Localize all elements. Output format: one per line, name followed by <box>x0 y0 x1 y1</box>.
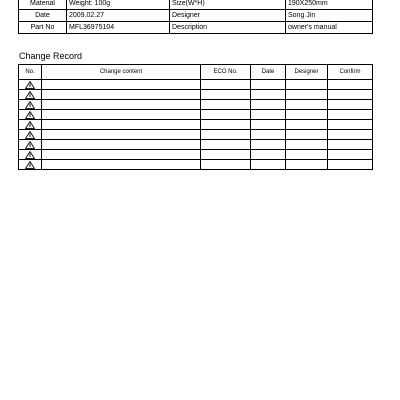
change-record-body <box>19 80 373 170</box>
description-value: owner's manual <box>286 22 373 34</box>
change-cell <box>251 150 286 160</box>
header-date: Date <box>251 65 286 80</box>
table-row <box>19 160 373 170</box>
material-label: Material <box>19 0 67 10</box>
table-row <box>19 150 373 160</box>
revision-number-cell <box>19 90 42 100</box>
change-cell <box>42 90 201 100</box>
change-record-table <box>18 64 373 170</box>
change-cell <box>42 130 201 140</box>
change-cell <box>286 140 328 150</box>
change-cell <box>201 100 251 110</box>
change-cell <box>201 160 251 170</box>
revision-number-cell <box>19 100 42 110</box>
change-cell <box>251 90 286 100</box>
table-row <box>19 130 373 140</box>
change-cell <box>286 130 328 140</box>
change-cell <box>328 110 373 120</box>
material-value: Weight: 100g <box>67 0 170 10</box>
revision-number-cell <box>19 130 42 140</box>
change-cell <box>328 100 373 110</box>
change-cell <box>328 80 373 90</box>
change-cell <box>201 140 251 150</box>
date-value: 2009.02.27 <box>67 10 170 22</box>
change-cell <box>328 120 373 130</box>
revision-number-cell <box>19 160 42 170</box>
change-cell <box>286 80 328 90</box>
change-cell <box>42 80 201 90</box>
header-change-content: Change content <box>42 65 201 80</box>
change-cell <box>201 130 251 140</box>
change-record-header-row <box>19 65 373 80</box>
change-cell <box>251 120 286 130</box>
table-row <box>19 110 373 120</box>
header-eco-no: ECO No. <box>201 65 251 80</box>
revision-number-cell <box>19 80 42 90</box>
revision-number-cell <box>19 110 42 120</box>
change-cell <box>328 160 373 170</box>
revision-number-cell <box>19 140 42 150</box>
change-cell <box>201 80 251 90</box>
part-no-value: MFL36975104 <box>67 22 170 34</box>
change-cell <box>201 110 251 120</box>
change-cell <box>286 90 328 100</box>
table-row <box>19 90 373 100</box>
header-confirm: Confirm <box>328 65 373 80</box>
info-row-part-no <box>19 22 373 34</box>
revision-triangle-icon <box>25 151 35 159</box>
designer-value: Song Jin <box>286 10 373 22</box>
header-no: No. <box>19 65 42 80</box>
change-cell <box>328 140 373 150</box>
change-cell <box>42 120 201 130</box>
table-row <box>19 80 373 90</box>
change-cell <box>42 110 201 120</box>
designer-label: Designer <box>170 10 286 22</box>
change-cell <box>286 160 328 170</box>
description-label: Description <box>170 22 286 34</box>
date-label: Date <box>19 10 67 22</box>
change-record-title: Change Record <box>19 51 83 61</box>
revision-number-cell <box>19 150 42 160</box>
change-cell <box>42 140 201 150</box>
change-cell <box>42 100 201 110</box>
part-no-label: Part No <box>19 22 67 34</box>
change-cell <box>42 160 201 170</box>
change-cell <box>201 120 251 130</box>
change-cell <box>251 80 286 90</box>
revision-triangle-icon <box>25 131 35 139</box>
change-cell <box>201 150 251 160</box>
revision-triangle-icon <box>25 91 35 99</box>
revision-triangle-icon <box>25 141 35 149</box>
table-row <box>19 120 373 130</box>
change-cell <box>251 110 286 120</box>
change-cell <box>286 100 328 110</box>
change-cell <box>328 90 373 100</box>
change-cell <box>286 150 328 160</box>
revision-triangle-icon <box>25 101 35 109</box>
info-row-date <box>19 10 373 22</box>
change-cell <box>201 90 251 100</box>
change-cell <box>328 130 373 140</box>
table-row <box>19 140 373 150</box>
change-cell <box>251 160 286 170</box>
revision-triangle-icon <box>25 81 35 89</box>
size-value: 190X250mm <box>286 0 373 10</box>
revision-triangle-icon <box>25 161 35 169</box>
change-cell <box>286 110 328 120</box>
change-cell <box>328 150 373 160</box>
revision-triangle-icon <box>25 121 35 129</box>
change-cell <box>286 120 328 130</box>
revision-number-cell <box>19 120 42 130</box>
revision-triangle-icon <box>25 111 35 119</box>
document-info-table <box>18 0 373 34</box>
change-cell <box>251 100 286 110</box>
table-row <box>19 100 373 110</box>
header-designer: Designer <box>286 65 328 80</box>
change-cell <box>251 130 286 140</box>
change-cell <box>251 140 286 150</box>
size-label: Size(W*H) <box>170 0 286 10</box>
change-cell <box>42 150 201 160</box>
info-row-material <box>19 0 373 10</box>
